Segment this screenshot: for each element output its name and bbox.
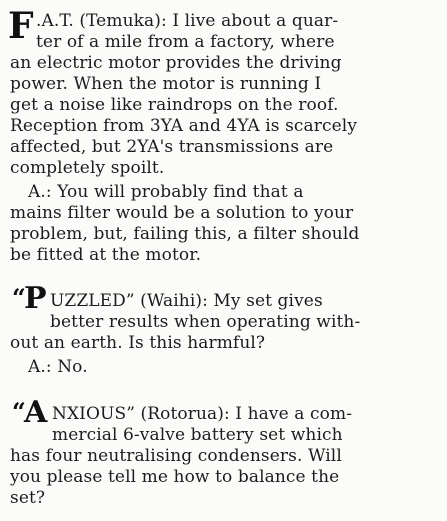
question-line: completely spoilt. <box>10 158 165 178</box>
question-line: better results when operating with- <box>50 312 361 332</box>
question-line: get a noise like raindrops on the roof. <box>10 95 339 115</box>
question-line: has four neutralising condensers. Will <box>10 446 342 466</box>
drop-cap-initial: F <box>8 5 34 47</box>
question-line: affected, but 2YA's transmissions are <box>10 137 334 157</box>
question-line: mercial 6-valve battery set which <box>52 425 343 445</box>
question-line: you please tell me how to balance the <box>10 467 340 487</box>
question-line: Reception from 3YA and 4YA is scarcely <box>10 116 358 136</box>
drop-cap-initial: A <box>24 395 48 430</box>
answer-line: A.: You will probably find that a <box>28 182 304 202</box>
question-line: set? <box>10 488 46 508</box>
answer-line: mains filter would be a solution to your <box>10 203 354 223</box>
answer-line: be fitted at the motor. <box>10 245 202 265</box>
question-line: power. When the motor is running I <box>10 74 322 94</box>
open-quote: “ <box>12 397 26 426</box>
drop-cap-initial: P <box>24 281 47 316</box>
question-line: .A.T. (Temuka): I live about a quar- <box>36 11 339 31</box>
question-line: an electric motor provides the driving <box>10 53 342 73</box>
question-line: UZZLED” (Waihi): My set gives <box>50 291 323 311</box>
question-line: out an earth. Is this harmful? <box>10 333 266 353</box>
question-line: ter of a mile from a factory, where <box>36 32 335 52</box>
open-quote: “ <box>12 283 26 312</box>
answer-line: A.: No. <box>28 357 88 377</box>
answer-line: problem, but, failing this, a filter should <box>10 224 360 244</box>
question-line: NXIOUS” (Rotorua): I have a com- <box>52 404 353 424</box>
